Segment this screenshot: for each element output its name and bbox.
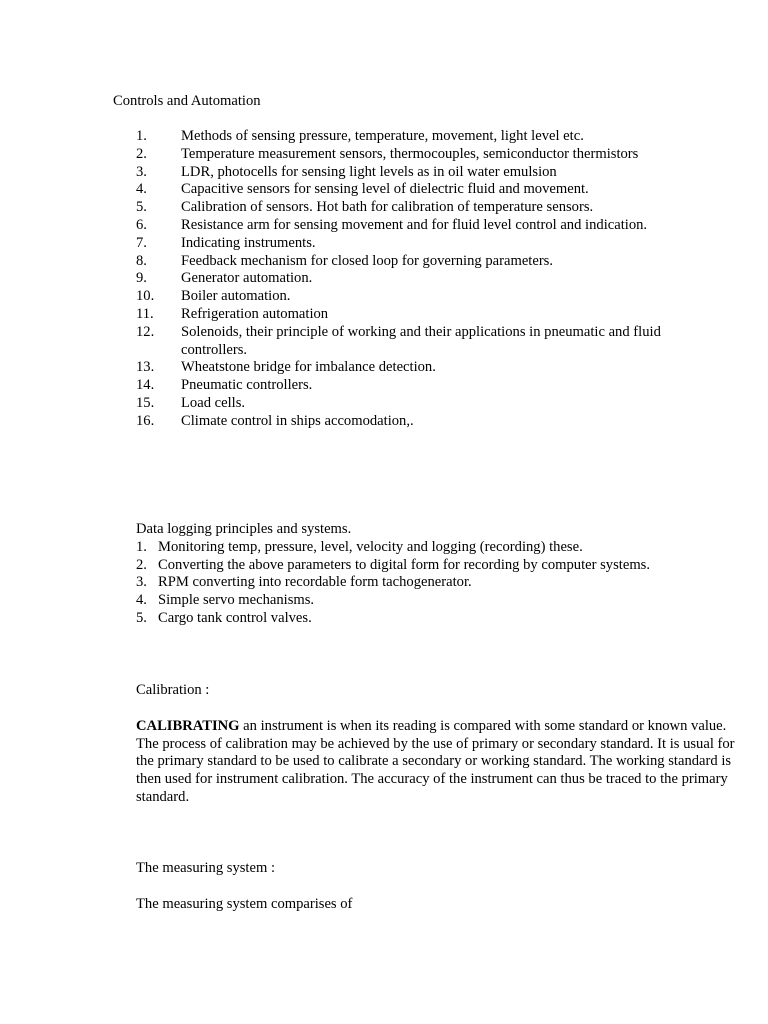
list-item <box>136 539 736 557</box>
item-text: Climate control in ships accomodation,. <box>181 412 414 429</box>
item-number: 12. <box>136 323 155 340</box>
item-number: 1. <box>136 538 147 555</box>
item-text: Cargo tank control valves. <box>158 609 312 626</box>
list-item <box>136 395 696 413</box>
item-number: 9. <box>136 270 147 287</box>
measuring-section <box>136 860 736 914</box>
list-item <box>136 574 736 592</box>
item-text: Resistance arm for sensing movement and for fluid level control and indication. <box>181 216 648 233</box>
item-text: Pneumatic controllers. <box>181 377 313 394</box>
item-text: Generator automation. <box>181 270 313 287</box>
item-number: 3. <box>136 163 147 180</box>
list-item <box>136 377 696 395</box>
list-item <box>136 557 736 575</box>
section-title: The measuring system : <box>136 860 276 876</box>
section-title: Data logging principles and systems. <box>136 521 352 537</box>
item-number: 2. <box>136 556 147 573</box>
item-number: 8. <box>136 252 147 269</box>
bold-term: CALIBRATING <box>136 717 240 734</box>
item-number: 2. <box>136 145 147 162</box>
calibration-paragraph: The process of calibration may be achieved by the use of primary or secondary standard. It is usual for the primary standard to be used to calibrate a secondary or working standard. The working standard is then used for instrument calibration. The accuracy of the instrument can thus be traced to the primary standard. <box>136 735 735 805</box>
item-text: LDR, photocells for sensing light levels as in oil water emulsion <box>181 163 557 180</box>
item-text: Wheatstone bridge for imbalance detection. <box>181 359 436 376</box>
item-number: 5. <box>136 609 147 626</box>
item-text: Refrigeration automation <box>181 305 329 322</box>
page-heading: Controls and Automation <box>113 93 261 109</box>
item-number: 10. <box>136 288 155 305</box>
item-number: 1. <box>136 128 147 144</box>
list-item <box>136 610 736 628</box>
item-number: 6. <box>136 216 147 233</box>
list-item <box>136 592 736 610</box>
item-text: RPM converting into recordable form tachogenerator. <box>158 574 472 591</box>
list-item <box>136 217 696 235</box>
item-number: 5. <box>136 199 147 216</box>
list-item <box>136 235 696 253</box>
list-item <box>136 199 696 217</box>
item-text: Simple servo mechanisms. <box>158 592 315 609</box>
item-text: Solenoids, their principle of working and their applications in pneumatic and fluid controllers. <box>181 323 661 358</box>
data-logging-section <box>136 521 736 628</box>
list-item <box>136 181 696 199</box>
list-item <box>136 306 696 324</box>
item-text: Capacitive sensors for sensing level of dielectric fluid and movement. <box>181 181 589 198</box>
calibration-definition <box>136 718 736 736</box>
item-text: Monitoring temp, pressure, level, velocity and logging (recording) these. <box>158 538 583 555</box>
item-text: Calibration of sensors. Hot bath for calibration of temperature sensors. <box>181 199 594 216</box>
item-number: 4. <box>136 592 147 609</box>
list-item <box>136 270 696 288</box>
item-text: Temperature measurement sensors, thermocouples, semiconductor thermistors <box>181 145 639 162</box>
item-number: 4. <box>136 181 147 198</box>
item-number: 13. <box>136 359 155 376</box>
item-text: Feedback mechanism for closed loop for governing parameters. <box>181 252 554 269</box>
item-text: Indicating instruments. <box>181 234 316 251</box>
item-number: 7. <box>136 234 147 251</box>
measuring-text: The measuring system comparises of <box>136 895 353 912</box>
item-text: Boiler automation. <box>181 288 291 305</box>
item-number: 14. <box>136 377 155 394</box>
list-item <box>136 146 696 164</box>
list-item <box>136 128 696 146</box>
item-text: Methods of sensing pressure, temperature, movement, light level etc. <box>181 128 584 144</box>
list-item <box>136 164 696 182</box>
list-item <box>136 288 696 306</box>
list-item <box>136 253 696 271</box>
list-item <box>136 324 696 360</box>
topics-list <box>136 128 696 431</box>
item-text: Load cells. <box>181 394 246 411</box>
item-number: 15. <box>136 394 155 411</box>
definition-text: an instrument is when its reading is compared with some standard or known value. <box>239 717 727 734</box>
item-number: 11. <box>136 305 154 322</box>
list-item <box>136 413 696 431</box>
data-logging-list <box>136 539 736 628</box>
section-title: Calibration : <box>136 682 210 698</box>
item-text: Converting the above parameters to digital form for recording by computer systems. <box>158 556 650 573</box>
calibration-section <box>136 682 736 807</box>
item-number: 3. <box>136 574 147 591</box>
item-number: 16. <box>136 412 155 429</box>
list-item <box>136 359 696 377</box>
